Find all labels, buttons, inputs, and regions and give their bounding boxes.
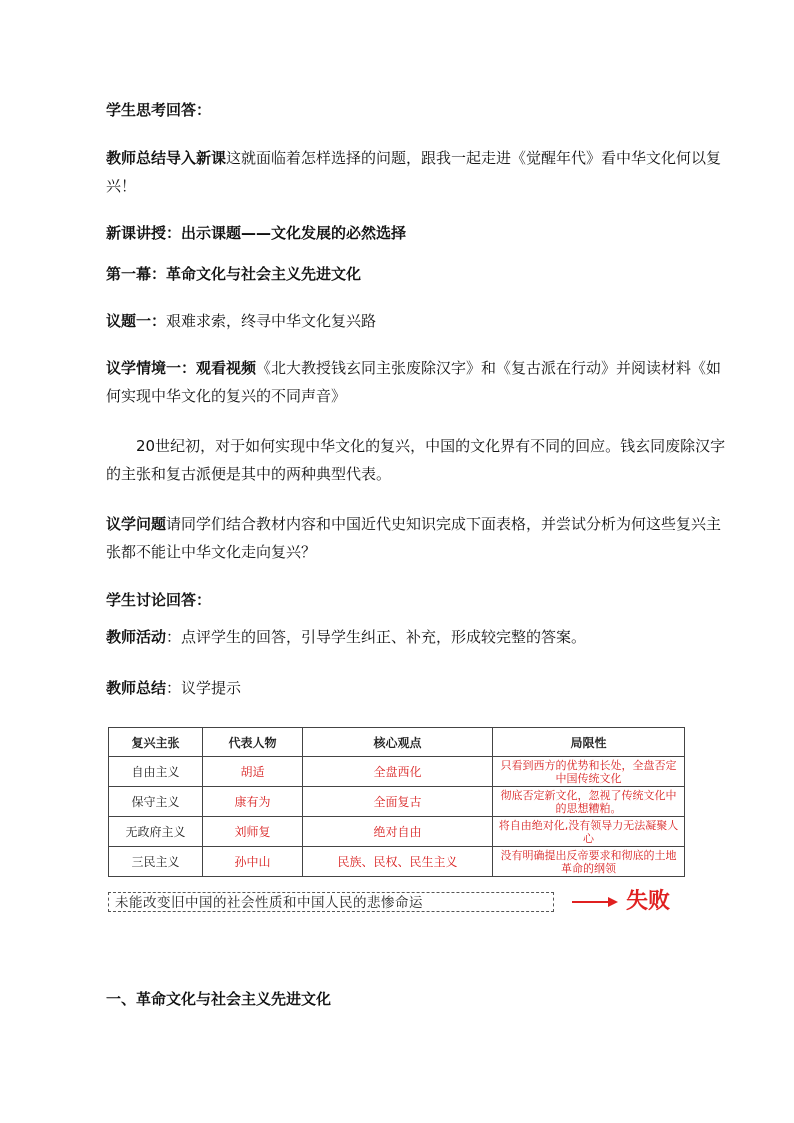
question-paragraph	[106, 510, 726, 566]
table-cell: 自由主义	[109, 757, 203, 787]
teacher-intro-paragraph	[106, 144, 726, 200]
teacher-intro-text: 这就面临着怎样选择的问题，跟我一起走进《觉醒年代》看中华文化何以复兴！	[106, 149, 722, 195]
table-cell: 民族、民权、民生主义	[303, 847, 493, 877]
table-cell: 无政府主义	[109, 817, 203, 847]
new-lesson-heading: 新课讲授：出示课题——文化发展的必然选择	[106, 224, 407, 242]
header-cell: 局限性	[493, 728, 685, 757]
table-cell: 孙中山	[203, 847, 303, 877]
table-cell: 保守主义	[109, 787, 203, 817]
section-heading: 一、革命文化与社会主义先进文化	[106, 990, 332, 1008]
teacher-activity-label: 教师活动	[106, 628, 167, 646]
table-cell: 刘师复	[203, 817, 303, 847]
context-paragraph: 20世纪初，对于如何实现中华文化的复兴，中国的文化界有不同的回应。钱玄同废除汉字的主张和复古派便是其中的两种典型代表。	[106, 437, 726, 483]
table-cell: 三民主义	[109, 847, 203, 877]
student-answer-line: 学生思考回答：	[106, 101, 212, 119]
table-cell: 全盘西化	[303, 757, 493, 787]
table-cell: 没有明确提出反帝要求和彻底的土地革命的纲领	[493, 847, 685, 877]
question-text: 请同学们结合教材内容和中国近代史知识完成下面表格，并尝试分析为何这些复兴主张都不能让中华文化走向复兴？	[106, 515, 722, 561]
revival-table-container	[108, 727, 684, 877]
table-row	[109, 757, 685, 787]
right-arrow-icon	[572, 894, 618, 910]
table-cell: 胡适	[203, 757, 303, 787]
table-row	[109, 817, 685, 847]
table-cell: 彻底否定新文化，忽视了传统文化中的思想糟粕。	[493, 787, 685, 817]
table-cell: 全面复古	[303, 787, 493, 817]
question-label: 议学问题	[106, 515, 167, 533]
topic-one-label: 议题一：	[106, 312, 167, 330]
table-row	[109, 787, 685, 817]
situation-one-label: 议学情境一：观看视频	[106, 359, 257, 377]
teacher-summary-paragraph	[106, 674, 726, 702]
header-cell: 代表人物	[203, 728, 303, 757]
table-header-row	[109, 728, 685, 757]
teacher-activity-paragraph	[106, 623, 726, 651]
act-one-heading: 第一幕：革命文化与社会主义先进文化	[106, 265, 362, 283]
table-cell: 绝对自由	[303, 817, 493, 847]
teacher-activity-text: ：点评学生的回答，引导学生纠正、补充，形成较完整的答案。	[166, 628, 587, 646]
situation-one-text: 《北大教授钱玄同主张废除汉字》和《复古派在行动》并阅读材料《如何实现中华文化的复兴的不同声音》	[106, 359, 722, 405]
summary-box: 未能改变旧中国的社会性质和中国人民的悲惨命运	[108, 892, 554, 912]
result-label: 失败	[626, 889, 671, 914]
teacher-summary-label: 教师总结	[106, 679, 167, 697]
table-row	[109, 847, 685, 877]
topic-one-text: 艰难求索，终寻中华文化复兴路	[166, 312, 377, 330]
topic-one-paragraph	[106, 307, 726, 335]
table-cell: 只看到西方的优势和长处，全盘否定中国传统文化	[493, 757, 685, 787]
teacher-intro-label: 教师总结导入新课	[106, 149, 227, 167]
teacher-summary-text: ：议学提示	[166, 679, 242, 697]
student-discussion-line: 学生讨论回答：	[106, 591, 212, 609]
header-cell: 核心观点	[303, 728, 493, 757]
table-cell: 将自由绝对化,没有领导力无法凝聚人心	[493, 817, 685, 847]
table-cell: 康有为	[203, 787, 303, 817]
revival-table	[108, 727, 685, 877]
header-cell: 复兴主张	[109, 728, 203, 757]
situation-one-paragraph	[106, 354, 726, 410]
